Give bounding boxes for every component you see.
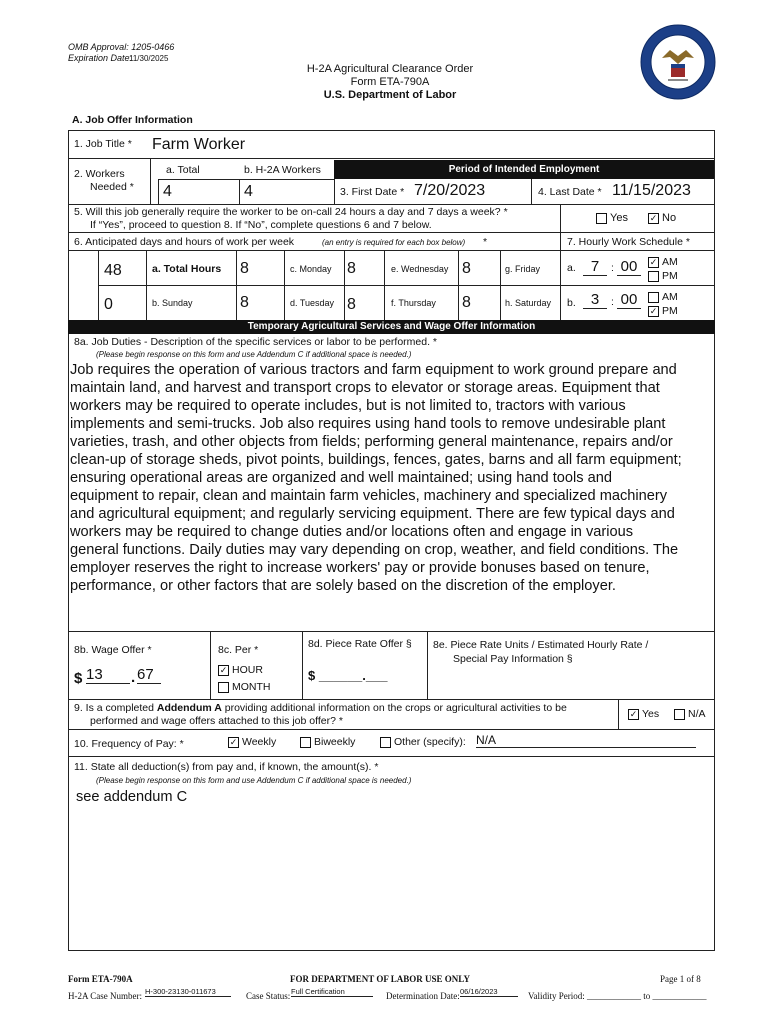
h2a-workers-box[interactable] xyxy=(239,179,335,205)
duties-line: workers may be required to operate includes, but is not limited to, tractors with various xyxy=(70,398,626,414)
last-date-value[interactable]: 11/15/2023 xyxy=(612,182,691,199)
footer-status-value[interactable]: Full Certification xyxy=(291,987,373,997)
footer-case-label: H-2A Case Number: xyxy=(68,991,142,1001)
schedule-b-am-checkbox[interactable] xyxy=(648,292,659,303)
duties-line: equipment to repair, clean and maintain farm vehicles, machinery and specialized machinery xyxy=(70,488,668,504)
piece-units-label-2: Special Pay Information § xyxy=(453,653,573,665)
sunday-value[interactable]: 8 xyxy=(240,294,249,311)
schedule-b-hour[interactable]: 3 xyxy=(583,291,607,309)
job-title-label: 1. Job Title * xyxy=(74,138,132,150)
wage-dollars[interactable]: 13 xyxy=(86,666,130,684)
q11-value[interactable]: see addendum C xyxy=(76,789,188,805)
dol-seal xyxy=(640,24,716,100)
wednesday-value[interactable]: 8 xyxy=(462,260,471,277)
friday-label: g. Friday xyxy=(505,264,541,274)
omb-approval: OMB Approval: 1205-0466 xyxy=(68,42,175,52)
schedule-a-am-label: AM xyxy=(662,256,678,268)
total-week-hours[interactable]: 48 xyxy=(104,262,122,279)
pay-other-label: Other (specify): xyxy=(394,736,466,748)
footer-determination-value[interactable]: 06/16/2023 xyxy=(460,987,518,997)
q7-label: 7. Hourly Work Schedule * xyxy=(567,236,690,248)
wednesday-label: e. Wednesday xyxy=(391,264,449,274)
tuesday-value[interactable]: 8 xyxy=(347,296,356,313)
first-date-value[interactable]: 7/20/2023 xyxy=(414,182,486,199)
piece-rate-label: 8d. Piece Rate Offer § xyxy=(308,638,412,650)
form-title: H-2A Agricultural Clearance Order xyxy=(306,63,474,75)
footer-page: Page 1 of 8 xyxy=(660,974,701,984)
wage-offer-label: 8b. Wage Offer * xyxy=(74,644,152,656)
footer-determination-label: Determination Date: xyxy=(386,991,460,1001)
pay-biweekly-checkbox[interactable] xyxy=(300,737,311,748)
section-a-title: A. Job Offer Information xyxy=(72,114,193,126)
schedule-b-colon: : xyxy=(611,296,614,308)
q9-yes-option[interactable] xyxy=(628,708,659,720)
last-date-label: 4. Last Date * xyxy=(538,186,602,198)
q11-note: (Please begin response on this form and use Addendum C if additional space is needed.) xyxy=(96,776,412,785)
schedule-b-pm-label: PM xyxy=(662,305,678,317)
footer-status-label: Case Status: xyxy=(246,991,291,1001)
q10-label: 10. Frequency of Pay: * xyxy=(74,738,184,750)
total-hours-value[interactable]: 8 xyxy=(240,260,249,277)
q9-na-checkbox[interactable] xyxy=(674,709,685,720)
schedule-a-am[interactable] xyxy=(648,256,678,268)
duties-line: implements and semi-trucks. Job also requires using hand tools to remove undesirable plant xyxy=(70,416,666,432)
footer-case-value[interactable]: H-300-23130-011673 xyxy=(145,987,231,997)
schedule-a-hour[interactable]: 7 xyxy=(583,258,607,276)
duties-line: Job requires the operation of various tractors and farm equipment to work ground prepare and xyxy=(70,362,677,378)
q9-na-label: N/A xyxy=(688,708,706,720)
q5-yes-label: Yes xyxy=(610,212,628,224)
q5-no-label: No xyxy=(662,212,677,224)
schedule-a-pm-checkbox[interactable] xyxy=(648,271,659,282)
q9-yes-checkbox[interactable]: ✓ xyxy=(629,708,638,719)
footer-validity: Validity Period: ____________ to ____________ xyxy=(528,991,707,1001)
q9-pre: 9. Is a completed xyxy=(74,702,157,714)
per-hour-label: HOUR xyxy=(232,664,263,676)
q9-line1 xyxy=(74,702,567,714)
footer-dol-use: FOR DEPARTMENT OF LABOR USE ONLY xyxy=(290,974,470,984)
tuesday-label: d. Tuesday xyxy=(290,298,335,308)
schedule-b-pm-checkbox[interactable]: ✓ xyxy=(649,305,658,316)
schedule-a-minute[interactable]: 00 xyxy=(617,258,641,276)
thursday-value[interactable]: 8 xyxy=(462,294,471,311)
wage-dollar-sign: $ xyxy=(74,670,83,687)
h2a-workers-label: b. H-2A Workers xyxy=(244,164,321,176)
duties-line: employer reserves the right to increase workers' pay or provide bonuses based on tenure, xyxy=(70,560,650,576)
footer-form: Form ETA-790A xyxy=(68,974,133,984)
duties-line: general functions. Daily duties may vary depending on crop, weather, and field conditions. The xyxy=(70,542,679,558)
duties-line: workers may be required to change duties and/or locations often and engage in various xyxy=(70,524,634,540)
schedule-b-am[interactable] xyxy=(648,291,678,303)
pay-biweekly-label: Biweekly xyxy=(314,736,356,748)
expiration-label: Expiration Date: xyxy=(68,53,133,63)
q6-note: (an entry is required for each box below) xyxy=(322,238,466,247)
per-hour-checkbox[interactable]: ✓ xyxy=(219,664,228,675)
duties-line: clean-up of storage sheds, pivot points, buildings, fences, gates, barns and all farm equipment; xyxy=(70,452,682,468)
saturday-label: h. Saturday xyxy=(505,298,552,308)
q6-star: * xyxy=(483,236,488,248)
duties-line: varieties, trash, and other objects from fields; performing general maintenance, repairs and/or xyxy=(70,434,673,450)
piece-units-label-1: 8e. Piece Rate Units / Estimated Hourly Rate / xyxy=(433,639,649,651)
q5-line2: If “Yes”, proceed to question 8. If “No”, complete questions 6 and 7 below. xyxy=(90,219,432,231)
per-label: 8c. Per * xyxy=(218,644,259,656)
schedule-a-label: a. xyxy=(567,262,576,274)
pay-other-value[interactable]: N/A xyxy=(476,733,696,748)
per-month-option[interactable] xyxy=(218,681,271,693)
total-hours-label: a. Total Hours xyxy=(152,263,222,275)
q9-na-option[interactable] xyxy=(674,708,706,720)
duties-line: and agricultural equipment; and regularly servicing equipment. There are few typical days and xyxy=(70,506,675,522)
q9-addendum-a: Addendum A xyxy=(156,702,222,714)
q5-no-option[interactable] xyxy=(648,212,676,224)
q5-yes-option[interactable] xyxy=(596,212,628,224)
schedule-a-am-checkbox[interactable]: ✓ xyxy=(649,256,658,267)
job-title-value[interactable]: Farm Worker xyxy=(152,136,246,153)
duties-line: maintain land, and harvest and transport crops to elevator or storage areas. Equipment that xyxy=(70,380,660,396)
schedule-b-minute[interactable]: 00 xyxy=(617,291,641,309)
per-month-checkbox[interactable] xyxy=(218,682,229,693)
duties-label: 8a. Job Duties - Description of the specific services or labor to be performed. * xyxy=(74,336,437,348)
schedule-b-am-label: AM xyxy=(662,291,678,303)
expiration-date: 11/30/2025 xyxy=(129,54,169,63)
pay-other-option[interactable] xyxy=(380,736,466,748)
total-workers-label: a. Total xyxy=(166,164,200,176)
duties-note: (Please begin response on this form and use Addendum C if additional space is needed.) xyxy=(96,350,412,359)
duties-line: ensuring operational areas are organized and well maintained; using hand tools and xyxy=(70,470,612,486)
per-month-label: MONTH xyxy=(232,681,271,693)
thursday-label: f. Thursday xyxy=(391,298,436,308)
form-number: Form ETA-790A xyxy=(350,76,430,88)
schedule-b-pm[interactable] xyxy=(648,305,678,317)
schedule-a-pm[interactable] xyxy=(648,270,678,282)
h2a-workers-value: 4 xyxy=(244,183,253,200)
first-date-label: 3. First Date * xyxy=(340,186,405,198)
pay-weekly-option[interactable] xyxy=(228,736,276,748)
wage-decimal: . xyxy=(131,669,136,686)
pay-other-checkbox[interactable] xyxy=(380,737,391,748)
total-workers-value: 4 xyxy=(163,183,172,200)
pay-weekly-label: Weekly xyxy=(242,736,277,748)
piece-rate-value[interactable]: $ ______.___ xyxy=(308,668,388,683)
department-name: U.S. Department of Labor xyxy=(323,89,457,101)
q9-line2: performed and wage offers attached to this job offer? * xyxy=(90,715,343,727)
q5-no-checkbox[interactable]: ✓ xyxy=(649,212,658,223)
pay-weekly-checkbox[interactable]: ✓ xyxy=(229,736,238,747)
duties-text[interactable] xyxy=(70,361,712,595)
wage-cents[interactable]: 67 xyxy=(137,666,161,684)
pay-biweekly-option[interactable] xyxy=(300,736,355,748)
q6-label: 6. Anticipated days and hours of work per week xyxy=(74,236,295,248)
q9-post: providing additional information on the crops or agricultural activities to be xyxy=(221,702,567,714)
monday-value[interactable]: 8 xyxy=(347,260,356,277)
sunday-week-hours[interactable]: 0 xyxy=(104,296,113,313)
period-header: Period of Intended Employment xyxy=(334,160,714,179)
schedule-b-label: b. xyxy=(567,297,576,309)
sunday-label: b. Sunday xyxy=(152,298,193,308)
schedule-a-pm-label: PM xyxy=(662,270,678,282)
schedule-a-colon: : xyxy=(611,262,614,274)
temp-services-header: Temporary Agricultural Services and Wage Offer Information xyxy=(68,320,715,334)
q5-yes-checkbox[interactable] xyxy=(596,213,607,224)
q11-label: 11. State all deduction(s) from pay and, if known, the amount(s). * xyxy=(74,761,379,773)
per-hour-option[interactable] xyxy=(218,664,263,676)
workers-label-1: 2. Workers xyxy=(74,168,125,180)
monday-label: c. Monday xyxy=(290,264,332,274)
q5-line1: 5. Will this job generally require the worker to be on-call 24 hours a day and 7 days a week? * xyxy=(74,206,508,218)
q9-yes-label: Yes xyxy=(642,708,660,720)
workers-label-2: Needed * xyxy=(90,181,134,193)
duties-line: performance, or other factors that are solely based on the discretion of the employer. xyxy=(70,578,616,594)
